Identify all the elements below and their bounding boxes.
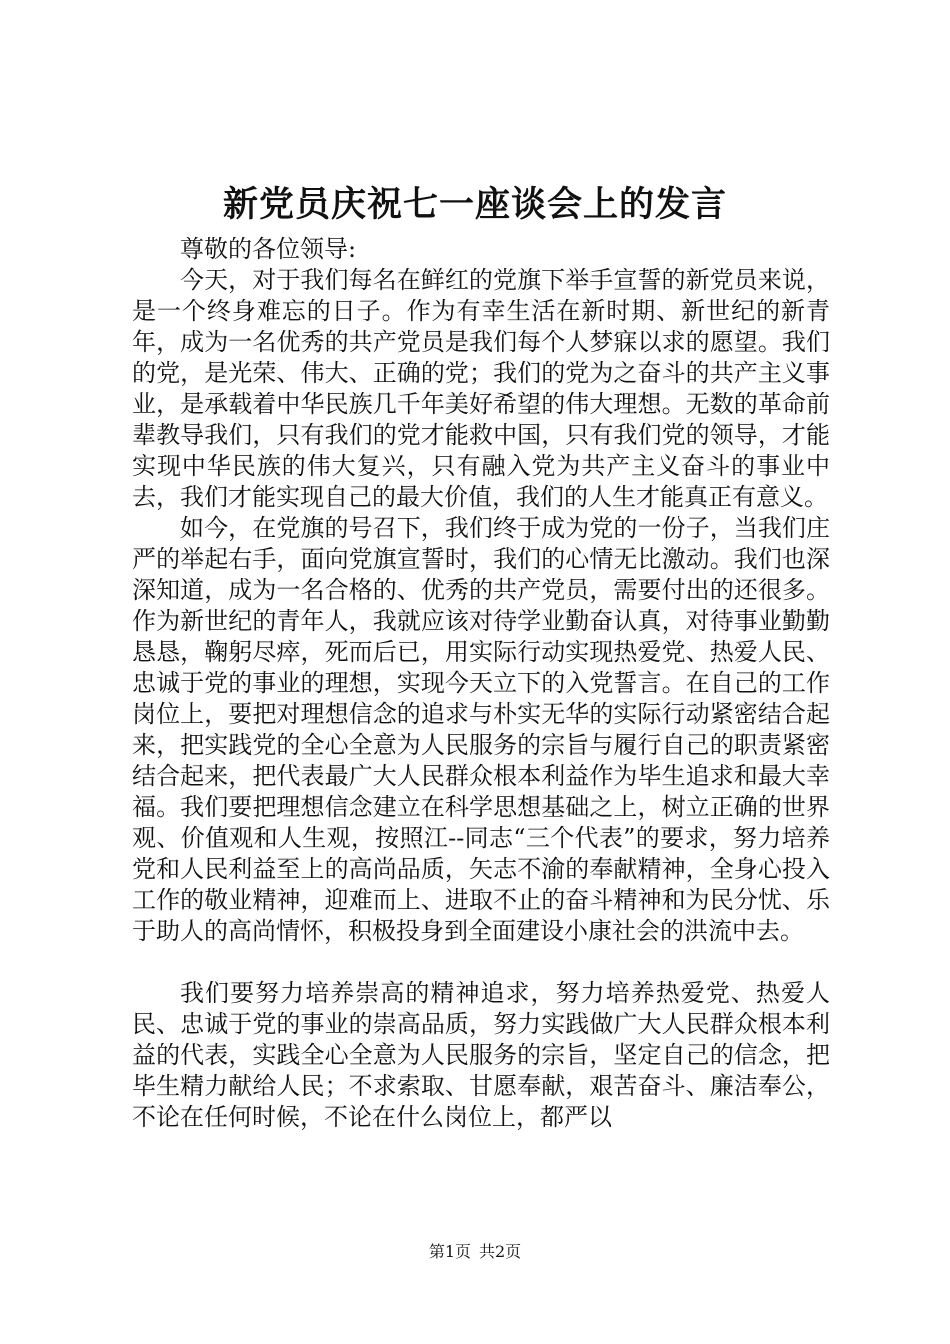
salutation: 尊敬的各位领导: [180,235,357,263]
page-footer [0,1240,950,1264]
document-body [132,234,830,1133]
paragraph-2: 如今，在党旗的号召下，我们终于成为党的一份子，当我们庄严的举起右手，面向党旗宣誓时，我们的心情无比激动。我们也深深知道，成为一名合格的、优秀的共产党员，需要付出的还很多。作为新世纪的青年人，我就应该对待学业勤奋认真，对待事业勤勤恳恳，鞠躬尽瘁，死而后已，用实际行动实现热爱党、热爱人民、忠诚于党的事业的理想，实现今天立下的入党誓言。在自己的工作岗位上，要把对理想信念的追求与朴实无华的实际行动紧密结合起来，把实践党的全心全意为人民服务的宗旨与履行自己的职责紧密结合起来，把代表最广大人民群众根本利益作为毕生追求和最大幸福。我们要把理想信念建立在科学思想基础之上，树立正确的世界观、价值观和人生观，按照江--同志“三个代表”的要求，努力培养党和人民利益至上的高尚品质，矢志不渝的奉献精神，全身心投入工作的敬业精神，迎难而上、进取不止的奋斗精神和为民分忧、乐于助人的高尚情怀，积极投身到全面建设小康社会的洪流中去。 [132,514,830,945]
paragraph-3: 我们要努力培养崇高的精神追求，努力培养热爱党、热爱人民、忠诚于党的事业的崇高品质，努力实践做广大人民群众根本利益的代表，实践全心全意为人民服务的宗旨，坚定自己的信念，把毕生精力献给人民；不求索取、甘愿奉献，艰苦奋斗、廉洁奉公，不论在任何时候，不论在什么岗位上，都严以 [132,979,830,1131]
paragraph-1: 今天，对于我们每名在鲜红的党旗下举手宣誓的新党员来说，是一个终身难忘的日子。作为有幸生活在新时期、新世纪的新青年，成为一名优秀的共产党员是我们每个人梦寐以求的愿望。我们的党，是光荣、伟大、正确的党；我们的党为之奋斗的共产主义事业，是承载着中华民族几千年美好希望的伟大理想。无数的革命前辈教导我们，只有我们的党才能救中国，只有我们党的领导，才能实现中华民族的伟大复兴，只有融入党为共产主义奋斗的事业中去，我们才能实现自己的最大价值，我们的人生才能真正有意义。 [132,266,830,511]
document-title: 新党员庆祝七一座谈会上的发言 [222,184,727,225]
page-number-current: 第1页 [428,1242,471,1261]
page-number-total: 共2页 [479,1242,522,1261]
